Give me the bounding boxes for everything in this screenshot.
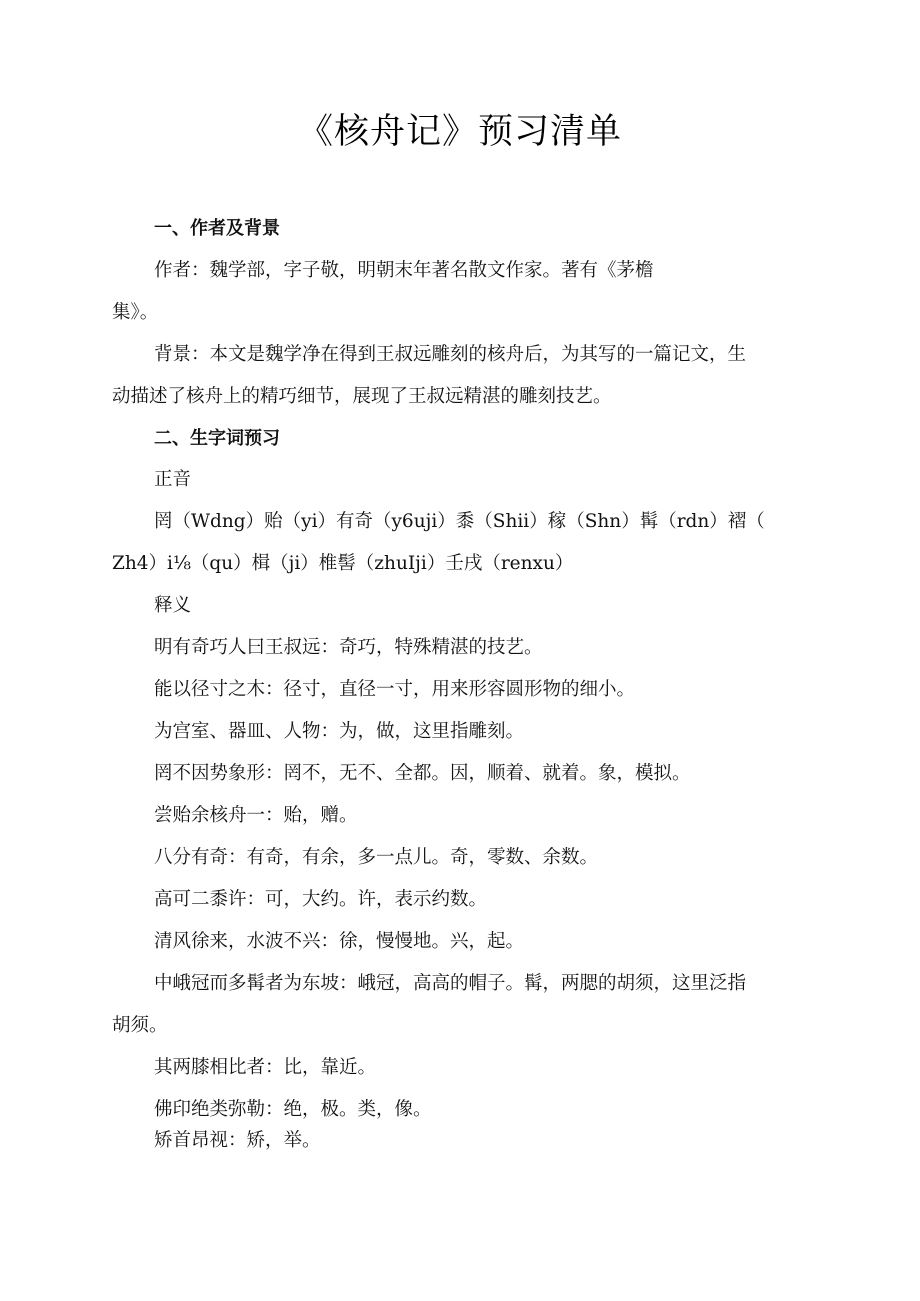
meaning-item: 明有奇巧人曰王叔远：奇巧，特殊精湛的技艺。 [154, 637, 543, 658]
meaning-item: 能以径寸之木：径寸，直径一寸，用来形容圆形物的细小。 [154, 679, 636, 700]
meaning-item-long-line-2: 胡须。 [112, 1015, 168, 1036]
meaning-item: 清风徐来，水波不兴：徐，慢慢地。兴，起。 [154, 931, 525, 952]
document-title: 《核舟记》预习清单 [297, 112, 622, 152]
meaning-item: 高可二黍许：可，大约。许，表示约数。 [154, 889, 488, 910]
pronunciation-line-2: Zh4）i⅛（qu）楫（ji）椎髻（zhuIji）壬戌（renxu） [112, 553, 574, 574]
meaning-item: 尝贻余核舟一：贻，赠。 [154, 805, 358, 826]
author-line-1: 作者：魏学部，字子敬，明朝末年著名散文作家。著有《茅檐 [154, 260, 654, 281]
background-line-1: 背景：本文是魏学净在得到王叔远雕刻的核舟后，为其写的一篇记文，生 [154, 344, 747, 365]
pronunciation-label: 正音 [154, 469, 192, 490]
background-line-2: 动描述了核舟上的精巧细节，展现了王叔远精湛的雕刻技艺。 [112, 386, 612, 407]
meaning-label: 释义 [154, 595, 192, 616]
meaning-item: 罔不因势象形：罔不，无不、全都。因，顺着、就着。象，模拟。 [154, 763, 691, 784]
meaning-item: 八分有奇：有奇，有余，多一点儿。奇，零数、余数。 [154, 847, 599, 868]
pronunciation-line-1: 罔（Wdng）贻（yi）有奇（y6uji）黍（Shii）稼（Shn）髯（rdn）褶（ [154, 511, 765, 532]
meaning-item: 佛印绝类弥勒：绝，极。类，像。 [154, 1099, 432, 1120]
section-heading-vocab: 二、生字词预习 [154, 428, 280, 449]
meaning-item: 为宫室、器皿、人物：为，做，这里指雕刻。 [154, 721, 525, 742]
meaning-item: 其两膝相比者：比，靠近。 [154, 1057, 377, 1078]
author-line-2: 集》。 [112, 302, 159, 323]
section-heading-author: 一、作者及背景 [154, 218, 280, 239]
meaning-item-long-line-1: 中峨冠而多髯者为东坡：峨冠，高高的帽子。髯，两腮的胡须，这里泛指 [154, 973, 747, 994]
meaning-item: 矫首昂视：矫，举。 [154, 1130, 321, 1151]
